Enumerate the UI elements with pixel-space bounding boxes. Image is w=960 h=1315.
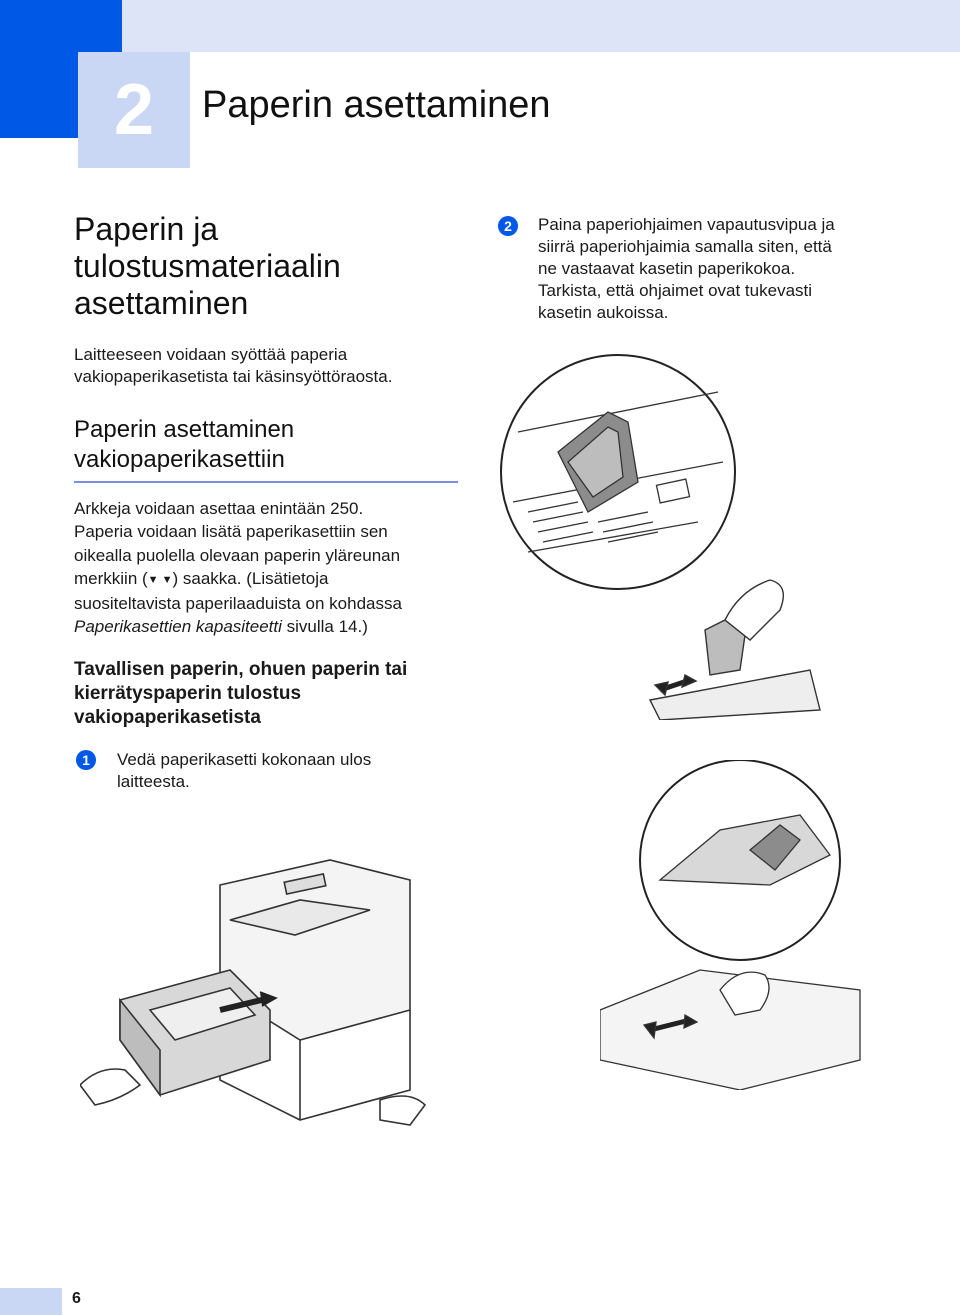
- printer-illustration: [80, 850, 440, 1130]
- body-line: Arkkeja voidaan asettaa enintään 250.: [74, 499, 364, 518]
- step-1-text: [117, 749, 457, 793]
- step-2-line: kasetin aukoissa.: [538, 303, 669, 322]
- section-title: [74, 211, 454, 322]
- chapter-title: Paperin asettaminen: [202, 84, 551, 126]
- body-line: oikealla puolella olevaan paperin yläreunan: [74, 545, 401, 565]
- step-2-line: Paina paperiohjaimen vapautusvipua ja: [538, 215, 835, 234]
- step-2-text: [538, 214, 938, 324]
- hand-press-illustration: [630, 560, 830, 720]
- body-line: Paperia voidaan lisätä paperikasettiin sen: [74, 522, 388, 542]
- chapter-number: 2: [78, 52, 190, 168]
- procedure-heading-line: kierrätyspaperin tulostus: [74, 683, 302, 704]
- body-line: suositeltavista paperilaaduista on kohdassa: [74, 594, 402, 614]
- cross-reference-link[interactable]: Paperikasettien kapasiteetti: [74, 617, 282, 637]
- subsection-line: Paperin asettaminen: [74, 416, 295, 443]
- intro-line: vakiopaperikasetista tai käsinsyöttöraosta.: [74, 367, 393, 386]
- intro-line: Laitteeseen voidaan syöttää paperia: [74, 345, 348, 364]
- section-title-line: Paperin ja: [74, 211, 219, 247]
- paper-mark-symbol: ▼ ▼: [147, 573, 173, 586]
- intro-paragraph: [74, 344, 474, 388]
- step-2-line: siirrä paperiohjaimia samalla siten, että: [538, 237, 832, 256]
- section-title-line: tulostusmateriaalin: [74, 248, 341, 284]
- procedure-heading: [74, 658, 474, 730]
- paper-guide-closeup-top: [498, 352, 738, 592]
- step-1-line: Vedä paperikasetti kokonaan ulos: [117, 750, 372, 769]
- subsection-line: vakiopaperikasettiin: [74, 446, 285, 473]
- step-2-line: Tarkista, että ohjaimet ovat tukevasti: [538, 281, 813, 300]
- page-tab: [0, 1288, 62, 1315]
- header-band: [0, 0, 960, 52]
- page-number: 6: [72, 1290, 81, 1307]
- step-2-badge: 2: [498, 216, 518, 236]
- subsection-rule: [74, 481, 458, 483]
- step-1-badge: 1: [76, 750, 96, 770]
- procedure-heading-line: vakiopaperikasetista: [74, 707, 261, 728]
- paper-guide-closeup-bottom: [600, 760, 870, 1090]
- body-paragraph: [74, 497, 474, 639]
- procedure-heading-line: Tavallisen paperin, ohuen paperin tai: [74, 659, 408, 680]
- step-2-line: ne vastaavat kasetin paperikokoa.: [538, 259, 796, 278]
- subsection-title: [74, 415, 454, 475]
- body-line: Paperikasettien kapasiteetti sivulla 14.): [74, 617, 368, 637]
- step-1-line: laitteesta.: [117, 772, 190, 791]
- body-line: merkkiin (▼ ▼) saakka. (Lisätietoja: [74, 568, 329, 588]
- section-title-line: asettaminen: [74, 285, 249, 321]
